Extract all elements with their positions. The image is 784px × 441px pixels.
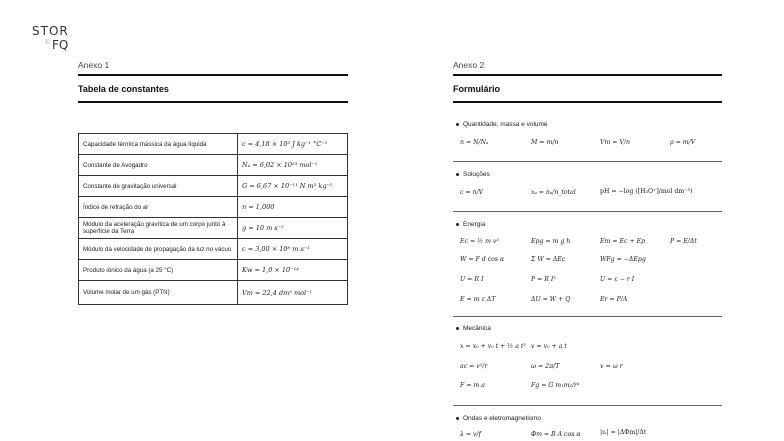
formula: M = m/n xyxy=(531,139,559,146)
formula: Epg = m g h xyxy=(531,238,571,245)
constant-value: Vm = 22,4 dm³ mol⁻¹ xyxy=(238,281,348,305)
formula: Em = Ec + Ep xyxy=(600,238,646,245)
annex1-top-rule xyxy=(78,74,348,76)
annex1-label: Anexo 1 xyxy=(78,60,110,70)
section-name: Soluções xyxy=(463,171,490,178)
formula: λ = v/f xyxy=(460,431,481,438)
section-name: Energia xyxy=(463,221,486,228)
section-heading xyxy=(456,325,491,332)
formula: Σ W = ΔEc xyxy=(531,256,566,263)
section-heading xyxy=(456,171,490,178)
constant-name: Volume molar de um gás (PTN) xyxy=(79,281,238,305)
formula: Vm = V/n xyxy=(600,139,630,146)
constant-name: Produto iónico da água (a 25 °C) xyxy=(79,260,238,281)
formula: Er = P/A xyxy=(600,296,628,303)
section-name: Quantidade, massa e volume xyxy=(463,121,548,128)
formula: W = F d cos α xyxy=(460,256,505,263)
annex2-title: Formulário xyxy=(453,84,501,94)
formula: ac = v²/r xyxy=(460,363,488,370)
formula: P = R I² xyxy=(531,276,556,283)
constant-value: c = 3,00 × 10⁸ m s⁻¹ xyxy=(238,239,348,260)
section-name: Mecânica xyxy=(463,325,491,332)
constant-value: Kw = 1,0 × 10⁻¹⁴ xyxy=(238,260,348,281)
table-row xyxy=(79,260,348,281)
formula: Fg = G m₁m₂/r² xyxy=(531,382,580,389)
formula: pH = −log ([H₃O⁺]/mol dm⁻³) xyxy=(600,188,693,195)
formula: Φm = B A cos α xyxy=(531,431,581,438)
constants-table xyxy=(78,133,348,305)
table-row xyxy=(79,197,348,218)
formula: ΔU = W + Q xyxy=(531,296,571,303)
section-divider xyxy=(453,161,722,162)
formula: n = N/Nₐ xyxy=(460,139,489,146)
table-row xyxy=(79,218,348,239)
annex1-bottom-rule xyxy=(78,101,348,103)
constant-value: G = 6,67 × 10⁻¹¹ N m² kg⁻² xyxy=(238,176,348,197)
constant-value: Nₐ = 6,02 × 10²³ mol⁻¹ xyxy=(238,155,348,176)
table-row xyxy=(79,155,348,176)
constant-name: Módulo da aceleração gravítica de um corpo junto à superfície da Terra xyxy=(79,218,238,239)
constant-name: Constante de gravitação universal xyxy=(79,176,238,197)
section-divider xyxy=(453,405,722,406)
section-heading xyxy=(456,415,541,422)
formula: c = n/V xyxy=(460,189,484,196)
annex2-bottom-rule xyxy=(453,101,722,103)
constant-name: Capacidade térmica mássica da água líquida xyxy=(79,134,238,155)
formula: U = R I xyxy=(460,276,484,283)
formula: E = m c ΔT xyxy=(460,296,496,303)
table-row xyxy=(79,134,348,155)
section-heading xyxy=(456,121,548,128)
stor-fq-logo xyxy=(32,24,78,58)
section-divider xyxy=(453,316,722,317)
formula: F = m a xyxy=(460,382,485,389)
section-heading xyxy=(456,221,485,228)
logo-copyright: © xyxy=(45,40,50,46)
formula: v = ω r xyxy=(600,363,623,370)
table-row xyxy=(79,281,348,305)
formula: P = E/Δt xyxy=(670,238,697,245)
formula: xₐ = nₐ/n_total xyxy=(531,189,576,196)
formula: x = x₀ + v₀ t + ½ a t² xyxy=(460,343,526,350)
constant-value: n = 1,000 xyxy=(238,197,348,218)
logo-line2: FQ xyxy=(52,38,69,52)
constant-name: Constante de Avogadro xyxy=(79,155,238,176)
table-row xyxy=(79,176,348,197)
section-divider xyxy=(453,211,722,212)
formula: WFg = −ΔEpg xyxy=(600,256,646,263)
annex2-top-rule xyxy=(453,74,722,76)
constant-name: Módulo da velocidade de propagação da luz no vácuo xyxy=(79,239,238,260)
logo-line1: STOR xyxy=(32,24,69,38)
formula: ω = 2π/T xyxy=(531,363,560,370)
constant-value: c = 4,18 × 10³ J kg⁻¹ °C⁻¹ xyxy=(238,134,348,155)
formula: ρ = m/V xyxy=(670,139,696,146)
formula: |εᵢ| = |ΔΦm|/Δt xyxy=(600,429,647,436)
formula: v = v₀ + a t xyxy=(531,343,567,350)
formula: U = ε − r I xyxy=(600,276,635,283)
annex2-label: Anexo 2 xyxy=(453,60,485,70)
constant-name: Índice de refração do ar xyxy=(79,197,238,218)
constant-value: g = 10 m s⁻² xyxy=(238,218,348,239)
section-name: Ondas e eletromagnetismo xyxy=(463,415,542,422)
annex1-title: Tabela de constantes xyxy=(78,84,169,94)
formula: Ec = ½ m v² xyxy=(460,238,499,245)
table-row xyxy=(79,239,348,260)
